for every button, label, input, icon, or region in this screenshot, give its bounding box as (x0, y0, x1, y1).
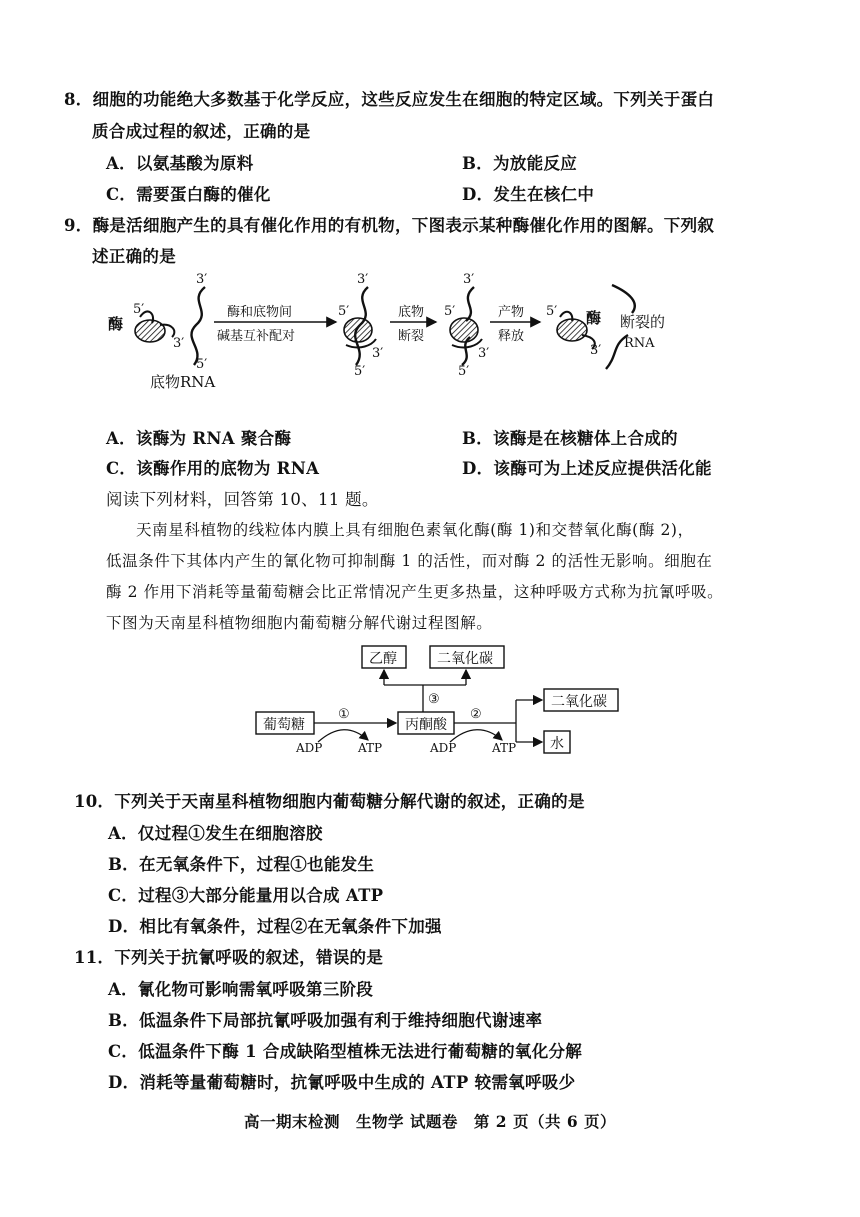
q8-option-d: D．发生在核仁中 (462, 185, 595, 204)
atp-label-1: ATP (358, 741, 383, 755)
adp-label-2: ADP (430, 741, 457, 755)
q9-stem-line2: 述正确的是 (92, 247, 176, 266)
q9-option-c: C．该酶作用的底物为 RNA (106, 459, 320, 478)
ribozyme-diagram (0, 265, 860, 405)
q8-option-a: A．以氨基酸为原料 (106, 154, 254, 173)
enzyme-shape-1 (135, 320, 165, 342)
prime-label: 5′ (133, 302, 145, 317)
prime-label: 3′ (196, 272, 208, 287)
glucose-metabolism-diagram (0, 640, 860, 760)
substrate-rna-strand (466, 287, 474, 321)
passage-line1: 天南星科植物的线粒体内膜上具有细胞色素氧化酶(酶 1)和交替氧化酶(酶 2)， (136, 521, 694, 539)
broken-rna-strand (612, 285, 635, 313)
q11-option-c: C．低温条件下酶 1 合成缺陷型植株无法进行葡萄糖的氧化分解 (108, 1042, 583, 1061)
q11-option-d: D．消耗等量葡萄糖时，抗氰呼吸中生成的 ATP 较需氧呼吸少 (108, 1073, 576, 1092)
prime-label: 3′ (463, 272, 475, 287)
q11-option-b: B．低温条件下局部抗氰呼吸加强有利于维持细胞代谢速率 (108, 1011, 543, 1030)
step1-label-bottom: 碱基互补配对 (217, 329, 296, 344)
q8-option-c: C．需要蛋白酶的催化 (106, 185, 271, 204)
step3-label-top: 产物 (498, 305, 525, 320)
step2-label: ② (470, 707, 482, 722)
glucose-label: 葡萄糖 (263, 717, 305, 733)
atp-label-2: ATP (492, 741, 517, 755)
q8-stem-line2: 质合成过程的叙述，正确的是 (92, 122, 311, 141)
step3-label-bottom: 释放 (498, 329, 525, 344)
q10-option-a: A．仅过程①发生在细胞溶胶 (108, 824, 323, 843)
co2-top-label: 二氧化碳 (437, 651, 493, 667)
substrate-rna-strand (191, 287, 205, 365)
co2-right-label: 二氧化碳 (551, 694, 607, 710)
enzyme-label-4: 酶 (586, 309, 602, 327)
prime-label: 5′ (196, 357, 208, 372)
step1-label-top: 酶和底物间 (227, 305, 293, 320)
q8-option-b: B．为放能反应 (462, 154, 578, 173)
q11-stem: 11．下列关于抗氰呼吸的叙述，错误的是 (74, 948, 384, 967)
enzyme-shape-4 (557, 319, 587, 341)
broken-rna-label-bottom: RNA (624, 336, 655, 351)
q9-option-d: D．该酶可为上述反应提供活化能 (462, 459, 712, 478)
prime-label: 3′ (372, 346, 384, 361)
prime-label: 3′ (478, 346, 490, 361)
prime-label: 3′ (173, 336, 185, 351)
broken-rna-label-top: 断裂的 (620, 313, 666, 331)
prime-label: 5′ (354, 364, 366, 379)
ethanol-label: 乙醇 (369, 651, 397, 667)
substrate-rna-label: 底物RNA (150, 373, 216, 391)
passage-line4: 下图为天南星科植物细胞内葡萄糖分解代谢过程图解。 (106, 614, 493, 632)
passage-line2: 低温条件下其体内产生的氰化物可抑制酶 1 的活性，而对酶 2 的活性无影响。细胞在 (106, 552, 713, 570)
adp-label-1: ADP (296, 741, 323, 755)
step1-label: ① (338, 707, 350, 722)
passage-intro: 阅读下列材料，回答第 10、11 题。 (106, 490, 379, 509)
enzyme-shape-3 (450, 318, 478, 342)
step2-label-bottom: 断裂 (398, 329, 425, 344)
q9-option-b: B．该酶是在核糖体上合成的 (462, 429, 678, 448)
enzyme-label-1: 酶 (108, 315, 124, 333)
q10-option-b: B．在无氧条件下，过程①也能发生 (108, 855, 375, 874)
q11-option-a: A．氰化物可影响需氧呼吸第三阶段 (108, 980, 374, 999)
prime-label: 5′ (338, 304, 350, 319)
water-label: 水 (550, 736, 564, 752)
prime-label: 3′ (590, 343, 602, 358)
q9-stem-line1: 9．酶是活细胞产生的具有催化作用的有机物，下图表示某种酶催化作用的图解。下列叙 (64, 216, 715, 235)
step2-label-top: 底物 (398, 305, 425, 320)
pyruvate-label: 丙酮酸 (405, 717, 447, 733)
passage-line3: 酶 2 作用下消耗等量葡萄糖会比正常情况产生更多热量，这种呼吸方式称为抗氰呼吸。 (106, 583, 724, 601)
step3-label: ③ (428, 692, 440, 707)
prime-label: 5′ (444, 304, 456, 319)
q9-option-a: A．该酶为 RNA 聚合酶 (106, 429, 292, 448)
q10-option-d: D．相比有氧条件，过程②在无氧条件下加强 (108, 917, 442, 936)
enzyme-shape-2 (344, 318, 372, 342)
prime-label: 3′ (357, 272, 369, 287)
prime-label: 5′ (546, 304, 558, 319)
page-footer: 高一期末检测 生物学 试题卷 第 2 页（共 6 页） (243, 1112, 617, 1131)
prime-label: 5′ (458, 364, 470, 379)
q8-stem-line1: 8．细胞的功能绝大多数基于化学反应，这些反应发生在细胞的特定区域。下列关于蛋白 (64, 90, 715, 109)
q10-option-c: C．过程③大部分能量用以合成 ATP (108, 886, 384, 905)
q10-stem: 10．下列关于天南星科植物细胞内葡萄糖分解代谢的叙述，正确的是 (74, 792, 585, 811)
